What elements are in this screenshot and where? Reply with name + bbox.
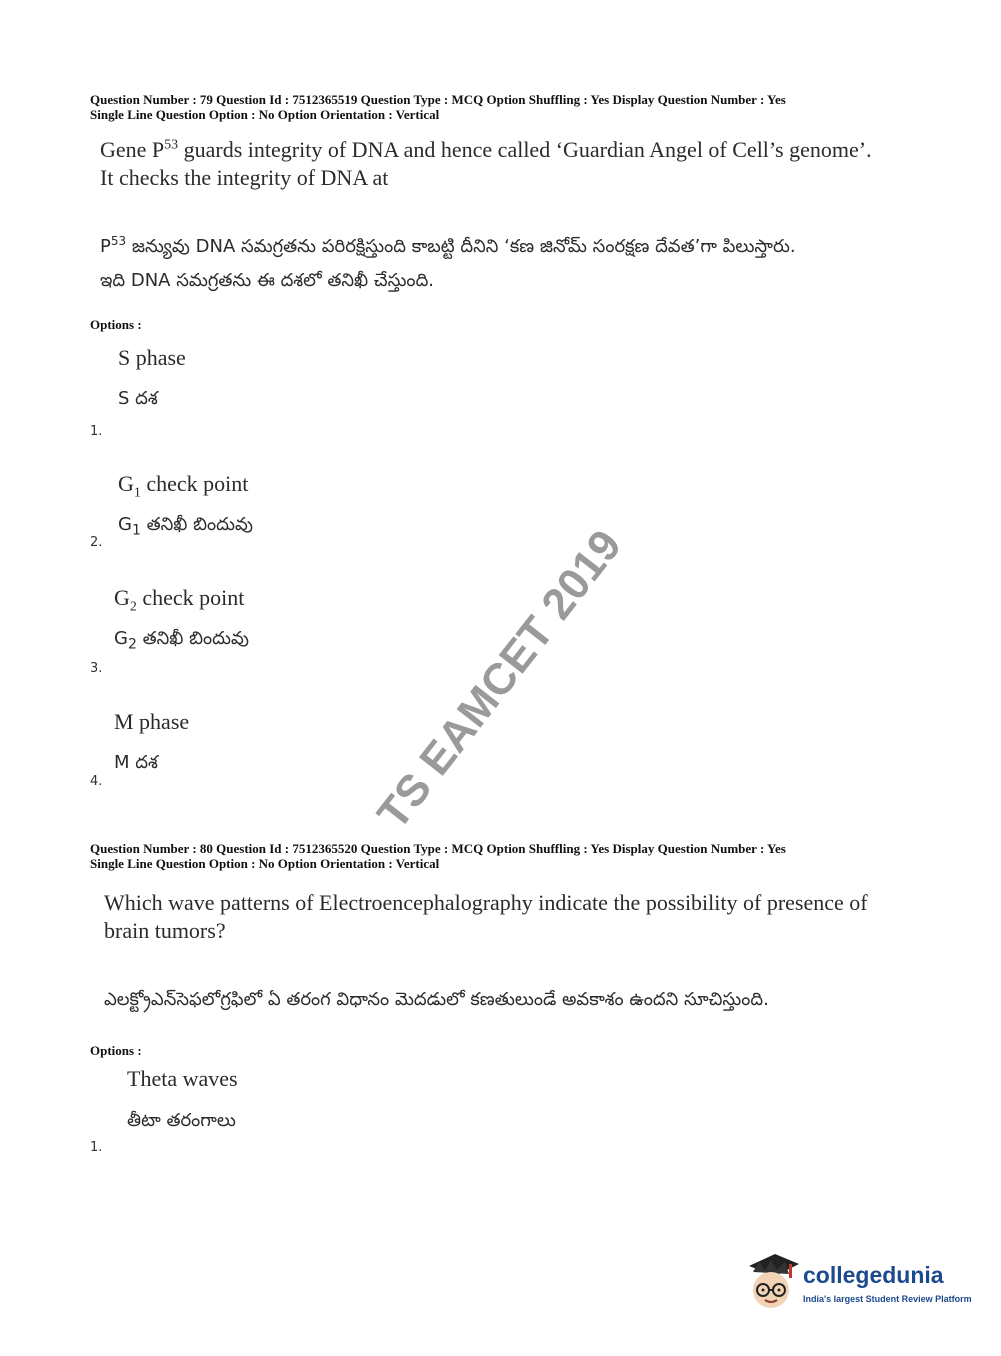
q79-question-english bbox=[100, 136, 900, 192]
logo-wordmark: collegedunia bbox=[803, 1262, 944, 1288]
q79-gene-superscript: 53 bbox=[164, 137, 179, 153]
q79-option-3-english[interactable] bbox=[114, 585, 244, 615]
q80-option-1-telugu[interactable]: తీటా తరంగాలు bbox=[127, 1110, 236, 1131]
q80-option-1-number: 1. bbox=[90, 1140, 103, 1155]
q79-option-4-english[interactable]: M phase bbox=[114, 709, 190, 734]
q79-question-line2: It checks the integrity of DNA at bbox=[100, 165, 389, 190]
q79-option-3-text: check point bbox=[136, 585, 245, 610]
q79-option-3-subscript: 2 bbox=[129, 599, 137, 615]
q79-option-2-text: check point bbox=[140, 471, 249, 496]
q79-meta-line2: Single Line Question Option : No Option Orientation : Vertical bbox=[90, 107, 440, 122]
q79-option-3-number: 3. bbox=[90, 661, 103, 676]
q80-meta-line2: Single Line Question Option : No Option Orientation : Vertical bbox=[90, 856, 440, 871]
q79-option-3-te-text: తనిఖీ బిందువు bbox=[136, 628, 249, 649]
q79-option-2-english[interactable] bbox=[118, 471, 248, 501]
q80-meta bbox=[90, 841, 910, 871]
q80-meta-line1: Question Number : 80 Question Id : 7512365520 Question Type : MCQ Option Shuffling : Yes Display Question Number : Yes bbox=[90, 841, 786, 856]
q79-option-2-number: 2. bbox=[90, 535, 103, 550]
q79-telugu-gene-label: P bbox=[100, 236, 111, 257]
q79-option-2-telugu[interactable] bbox=[118, 514, 253, 539]
q79-telugu-line2: ఇది DNA సమగ్రతను ఈ దశలో తనిఖీ చేస్తుంది. bbox=[100, 270, 434, 291]
q79-option-4-telugu[interactable]: M దశ bbox=[114, 752, 158, 773]
logo-tagline: India's largest Student Review Platform bbox=[803, 1294, 972, 1304]
q80-options-label: Options : bbox=[90, 1043, 142, 1058]
q79-option-2-prefix: G bbox=[118, 471, 134, 496]
q79-option-2-te-subscript: 1 bbox=[131, 522, 141, 539]
q79-meta bbox=[90, 92, 910, 122]
q79-options-label: Options : bbox=[90, 317, 142, 332]
q79-question-line1 bbox=[100, 136, 900, 164]
q79-meta-line1: Question Number : 79 Question Id : 7512365519 Question Type : MCQ Option Shuffling : Yes Display Question Number : Yes bbox=[90, 92, 786, 107]
q79-option-2-subscript: 1 bbox=[133, 485, 141, 501]
q79-question-text-a: guards integrity of DNA and hence called ‘Guardian Angel of Cell’s genome’. bbox=[178, 137, 872, 162]
q79-telugu-gene-superscript: 53 bbox=[110, 234, 127, 248]
q79-option-3-telugu[interactable] bbox=[114, 628, 249, 653]
q79-option-3-prefix: G bbox=[114, 585, 130, 610]
q80-question-line1: Which wave patterns of Electroencephalography indicate the possibility of presence of bbox=[104, 890, 868, 915]
q79-option-3-te-subscript: 2 bbox=[127, 636, 137, 653]
collegedunia-logo[interactable] bbox=[745, 1250, 970, 1320]
q79-gene-label: Gene P bbox=[100, 137, 165, 162]
q79-option-1-telugu[interactable]: S దశ bbox=[118, 388, 158, 409]
q79-option-2-te-text: తనిఖీ బిందువు bbox=[140, 514, 253, 535]
q80-question-english bbox=[104, 889, 894, 945]
q79-option-1-number: 1. bbox=[90, 424, 103, 439]
q80-telugu-line1: ఎలక్ట్రోఎన్‌సెఫలోగ్రఫిలో ఏ తరంగ విధానం మెదడులో కణతులుండే అవకాశం ఉందని సూచిస్తుంది. bbox=[104, 989, 769, 1010]
q80-option-1-english[interactable]: Theta waves bbox=[127, 1066, 238, 1091]
q79-telugu-text-a: జన్యువు DNA సమగ్రతను పరిరక్షిస్తుంది కాబట్టి దీనిని ‘కణ జినోమ్ సంరక్షణ దేవత’గా పిలుస్తారు. bbox=[126, 236, 796, 257]
watermark: TS EAMCET 2019 bbox=[368, 521, 632, 839]
q80-question-telugu bbox=[104, 983, 894, 1017]
q79-option-2-te-prefix: G bbox=[118, 514, 132, 535]
mascot-icon bbox=[745, 1250, 801, 1312]
q79-option-1-english[interactable]: S phase bbox=[118, 345, 186, 370]
q79-option-3-te-prefix: G bbox=[114, 628, 128, 649]
q79-option-4-number: 4. bbox=[90, 774, 103, 789]
q79-question-telugu bbox=[100, 230, 900, 298]
q80-question-line2: brain tumors? bbox=[104, 918, 226, 943]
q79-telugu-line1 bbox=[100, 230, 900, 264]
